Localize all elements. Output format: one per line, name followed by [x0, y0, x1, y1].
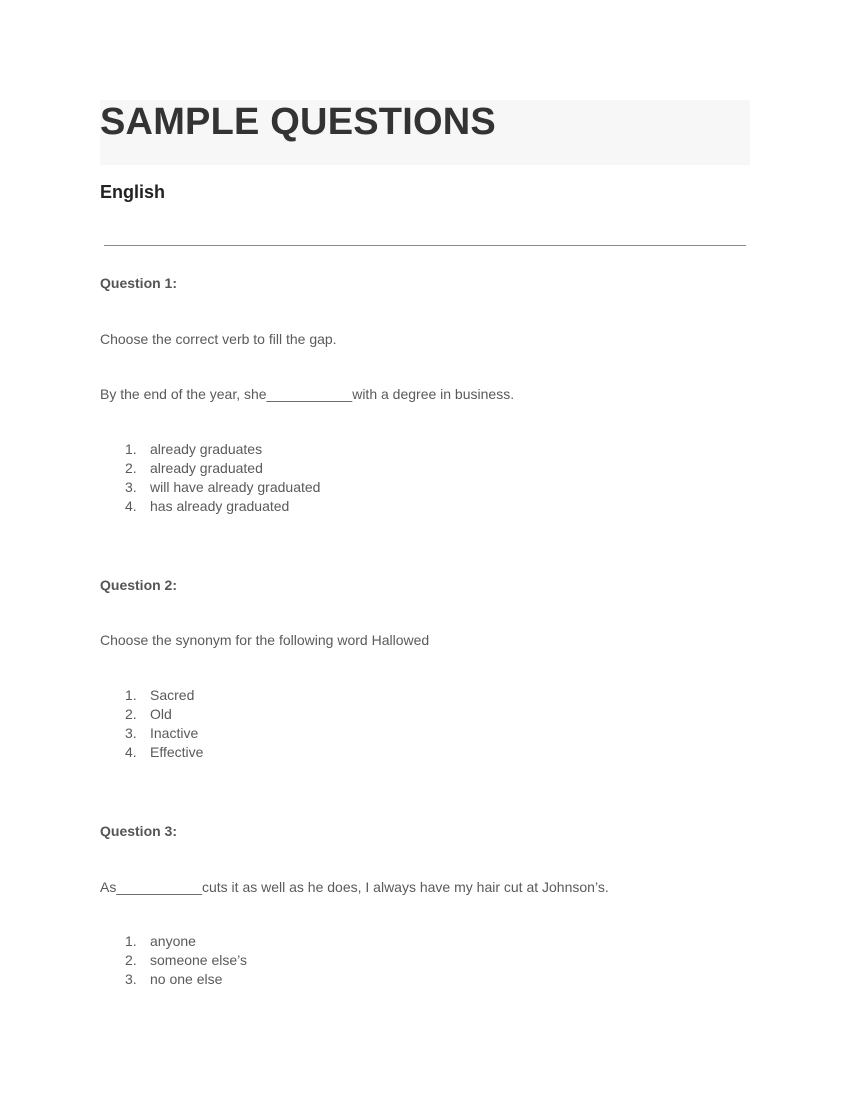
- question-3-prompt: As___________cuts it as well as he does, I always have my hair cut at Johnson’s.: [100, 879, 609, 895]
- option-text: has already graduated: [150, 498, 290, 514]
- option-number: 4.: [125, 744, 137, 760]
- page-title: SAMPLE QUESTIONS: [100, 101, 496, 143]
- option-text: will have already graduated: [150, 479, 321, 495]
- option-number: 3.: [125, 725, 137, 741]
- option-number: 1.: [125, 687, 137, 703]
- option-text: Sacred: [150, 687, 195, 703]
- question-2-heading: Question 2:: [100, 577, 178, 593]
- horizontal-divider: [104, 245, 746, 246]
- option-number: 3.: [125, 971, 137, 987]
- question-1-heading: Question 1:: [100, 275, 178, 291]
- question-2-prompt: Choose the synonym for the following word Hallowed: [100, 632, 430, 648]
- option-text: someone else’s: [150, 952, 248, 968]
- option-text: already graduated: [150, 460, 263, 476]
- question-3-heading: Question 3:: [100, 823, 178, 839]
- question-1-sentence: By the end of the year, she___________with a degree in business.: [100, 386, 515, 402]
- option-number: 2.: [125, 460, 137, 476]
- option-text: Effective: [150, 744, 204, 760]
- option-text: anyone: [150, 933, 196, 949]
- option-number: 2.: [125, 706, 137, 722]
- option-number: 1.: [125, 933, 137, 949]
- page-subtitle: English: [100, 182, 166, 202]
- option-text: no one else: [150, 971, 223, 987]
- option-number: 3.: [125, 479, 137, 495]
- option-text: Old: [150, 706, 172, 722]
- option-text: Inactive: [150, 725, 199, 741]
- option-text: already graduates: [150, 441, 263, 457]
- option-number: 2.: [125, 952, 137, 968]
- question-1-prompt: Choose the correct verb to fill the gap.: [100, 331, 337, 347]
- option-number: 4.: [125, 498, 137, 514]
- option-number: 1.: [125, 441, 137, 457]
